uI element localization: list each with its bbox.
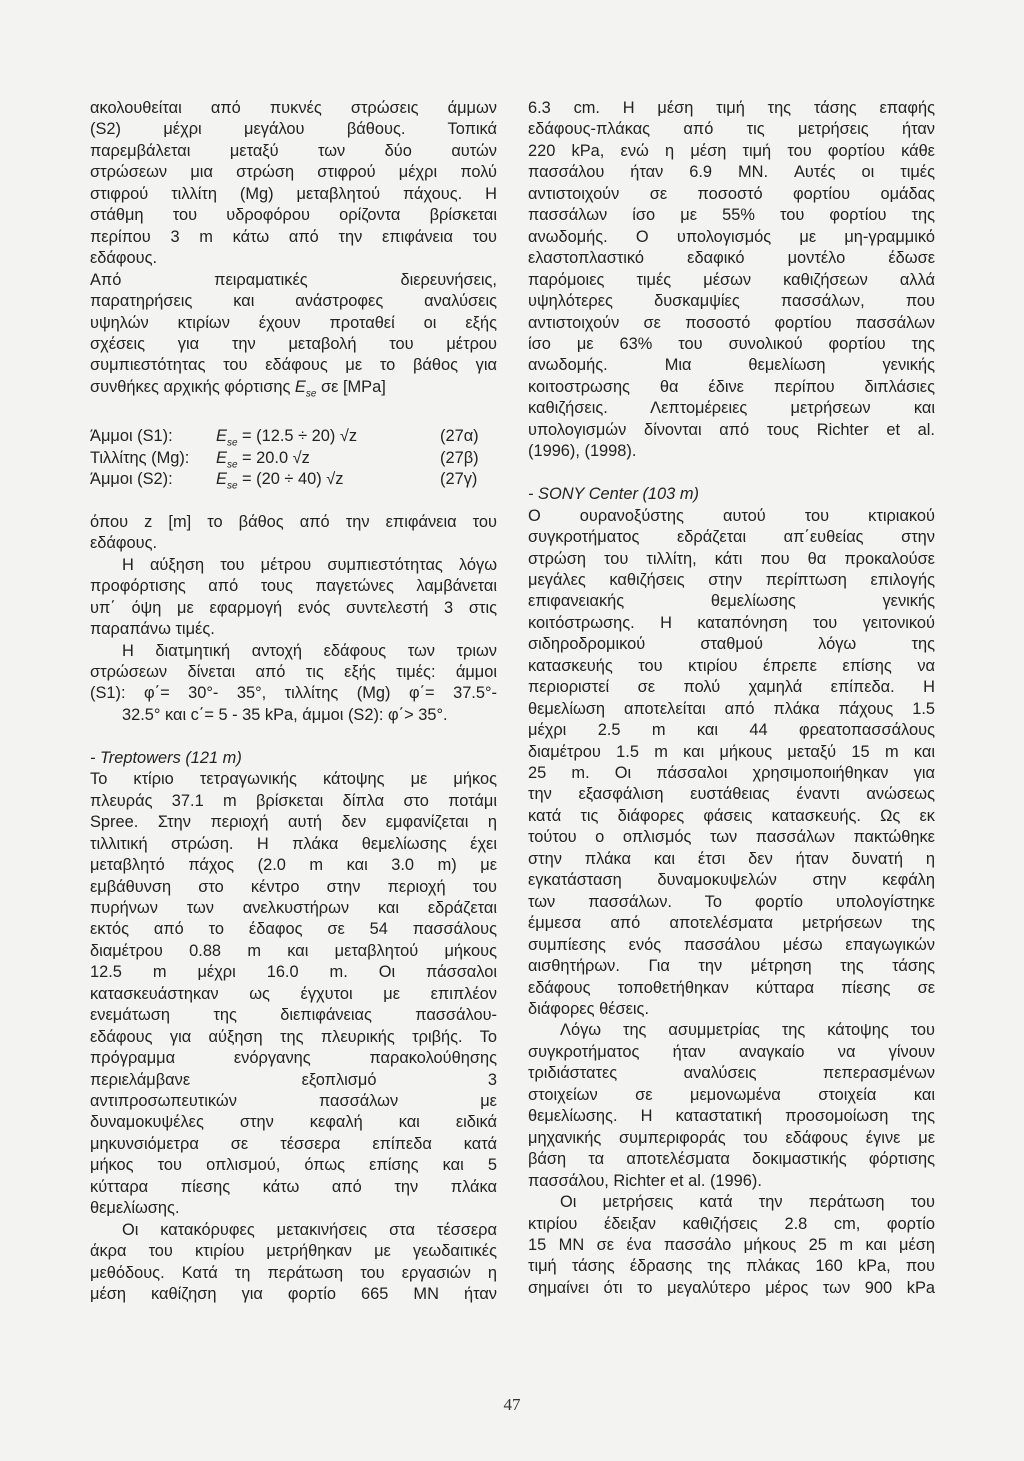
text-line: θεμελίωση αποτελείται από πλάκα πάχους 1.5 bbox=[528, 699, 935, 718]
text-line: εκτός από το έδαφος σε 54 πασσάλους bbox=[90, 920, 497, 939]
text-line: στρώσεων μια στρώση στιφρού μέχρι πολύ bbox=[90, 163, 497, 182]
text-line: Η αύξηση του μέτρου συμπιεστότητας λόγω bbox=[122, 555, 497, 574]
preloading-paragraph bbox=[90, 555, 497, 641]
text-line: Λόγω της ασυμμετρίας της κάτοψης του bbox=[560, 1021, 935, 1040]
text-line: υπολογισμών δίνονται από τους Richter et al. bbox=[528, 420, 935, 439]
measurements-paragraph bbox=[528, 1192, 935, 1299]
text-line: Οι κατακόρυφες μετακινήσεις στα τέσσερα bbox=[122, 1220, 497, 1239]
text-line: διαμέτρου 1.5 m και μήκους μεταξύ 15 m και bbox=[528, 742, 935, 761]
results-paragraph bbox=[528, 98, 935, 463]
text-line: κατασκευής του κτιρίου έπρεπε επίσης να bbox=[528, 656, 935, 675]
text-line: αντιστοιχούν σε ποσοστό φορτίου ομάδας bbox=[528, 184, 935, 203]
settlement-paragraph bbox=[90, 1220, 497, 1306]
formula-rhs: = (12.5 ÷ 20) √z bbox=[237, 427, 358, 446]
text-line: πασσάλου, Richter et al. (1996). bbox=[528, 1171, 762, 1190]
text-line: τούτου ο οπλισμός των πασσάλων πακτώθηκε bbox=[528, 828, 935, 847]
text-line: μεθόδους. Κατά τη περάτωση του εργασιών η bbox=[90, 1263, 497, 1282]
formula-rhs: = 20.0 √z bbox=[237, 448, 310, 467]
text-line: μέχρι 2.5 m και 44 φρεατοπασσάλους bbox=[528, 721, 935, 740]
text-line: στάθμη του υδροφόρου ορίζοντα βρίσκεται bbox=[90, 206, 497, 225]
text-line: ίσο με 63% του συνολικού φορτίου της bbox=[528, 334, 935, 353]
text-line: εδάφους-πλάκας από τις μετρήσεις ήταν bbox=[528, 120, 935, 139]
text-line: ανωδομής. Ο υπολογισμός με μη-γραμμικό bbox=[528, 227, 935, 246]
shear-strength-paragraph bbox=[90, 641, 497, 727]
text-line: περιελάμβανε εξοπλισμό 3 bbox=[90, 1070, 497, 1089]
text-line: Το κτίριο τετραγωνικής κάτοψης με μήκος bbox=[90, 770, 497, 789]
formula-block bbox=[90, 426, 497, 490]
text-line: 12.5 m μέχρι 16.0 m. Οι πάσσαλοι bbox=[90, 963, 497, 982]
text-line: τιλλιτική στρώση. Η πλάκα θεμελίωσης έχει bbox=[90, 834, 497, 853]
text-line: καθιζήσεις. Λεπτομέρειες μετρήσεων και bbox=[528, 399, 935, 418]
text-line: στρώσεων δίνεται από τις εξής τιμές: άμμοι bbox=[90, 662, 497, 681]
text-line: τριδιάστατες αναλύσεις πεπερασμένων bbox=[528, 1064, 935, 1083]
text-line: 220 kPa, ενώ η μέση τιμή του φορτίου κάθε bbox=[528, 141, 935, 160]
text-line: σημαίνει ότι το μεγαλύτερο μέρος των 900 kPa bbox=[528, 1278, 935, 1297]
text-line: διαμέτρου 0.88 m και μεταβλητού μήκους bbox=[90, 941, 497, 960]
text-line: παραπάνω τιμές. bbox=[90, 620, 215, 639]
text-line: συμπιεστότητας του εδάφους με το βάθος για bbox=[90, 356, 497, 375]
treptowers-section bbox=[90, 748, 497, 1220]
text-line: Ο ουρανοξύστης αυτού του κτιριακού bbox=[528, 506, 935, 525]
text-fragment: συνθήκες αρχικής φόρτισης bbox=[90, 377, 295, 396]
text-line: παρεμβάλεται μεταξύ των δύο αυτών bbox=[90, 141, 497, 160]
text-line: μηχανικής συμπεριφοράς του εδάφους έγινε με bbox=[528, 1128, 935, 1147]
formula-row bbox=[90, 426, 497, 447]
text-line: υψηλότερες δυσκαμψίες πασσάλων, που bbox=[528, 292, 935, 311]
text-line: 25 m. Οι πάσσαλοι χρησιμοποιήθηκαν για bbox=[528, 764, 935, 783]
text-line: συγκροτήματος ήταν αναγκαίο να γίνουν bbox=[528, 1042, 935, 1061]
text-line: εδάφους τοποθετήθηκαν κύτταρα πίεσης σε bbox=[528, 978, 935, 997]
variable-e: E bbox=[216, 427, 227, 446]
text-line: εδάφους. bbox=[90, 534, 158, 553]
text-line: εμβάθυνση στο κέντρο στην περιοχή του bbox=[90, 877, 497, 896]
text-line: αντιστοιχούν σε ποσοστό φορτίου πασσάλων bbox=[528, 313, 935, 332]
text-line: υψηλών κτιρίων έχουν προταθεί οι εξής bbox=[90, 313, 497, 332]
text-line: πασσάλων ίσο με 55% του φορτίου της bbox=[528, 206, 935, 225]
left-column bbox=[90, 98, 497, 1306]
text-line: μέση καθίζηση για φορτίο 665 MN ήταν bbox=[90, 1285, 497, 1304]
text-line: μηκυνσιόμετρα σε τέσσερα επίπεδα κατά bbox=[90, 1134, 497, 1153]
text-line: Η διατμητική αντοχή εδάφους των τριων bbox=[122, 641, 497, 660]
text-line: θεμελίωσης. Η καταστατική προσομοίωση της bbox=[528, 1107, 935, 1126]
text-line: σχέσεις για την μεταβολή του μέτρου bbox=[90, 334, 497, 353]
section-heading: - SONY Center (103 m) bbox=[528, 485, 699, 504]
text-line: πρόγραμμα ενόργανης παρακολούθησης bbox=[90, 1049, 497, 1068]
text-line: δυναμοκυψέλες στην κεφαλή και ειδικά bbox=[90, 1113, 497, 1132]
text-line: ακολουθείται από πυκνές στρώσεις άμμων bbox=[90, 99, 497, 117]
text-line: μήκος του οπλισμού, όπως επίσης και 5 bbox=[90, 1156, 497, 1175]
analysis-paragraph bbox=[528, 1020, 935, 1192]
text-line: διάφορες θέσεις. bbox=[528, 1000, 650, 1019]
variable-subscript: se bbox=[226, 458, 238, 470]
text-line: αισθητήρων. Για την μέτρηση της τάσης bbox=[528, 957, 935, 976]
equation-number: (27β) bbox=[440, 448, 479, 467]
variable-subscript: se bbox=[305, 388, 317, 400]
text-line: πυρήνων των ανελκυστήρων και εδράζεται bbox=[90, 898, 497, 917]
text-line: κοιτόστρωσης. Η καταπόνηση του γειτονικού bbox=[528, 613, 935, 632]
text-line: εδάφους για αύξηση της πλευρικής τριβής. Το bbox=[90, 1027, 497, 1046]
text-line: συμπίεσης ενός πασσάλου μέσω επαγωγικών bbox=[528, 935, 935, 954]
text-line: κατασκευάστηκαν ως έγχυτοι με επιπλέον bbox=[90, 984, 497, 1003]
variable-subscript: se bbox=[226, 480, 238, 492]
text-line: όπου z [m] το βάθος από την επιφάνεια του bbox=[90, 512, 497, 531]
text-line: θεμελίωσης. bbox=[90, 1199, 180, 1218]
page-number: 47 bbox=[503, 1395, 521, 1414]
text-fragment: σε [MPa] bbox=[316, 377, 386, 396]
text-line: κτιρίου έδειξαν καθιζήσεις 2.8 cm, φορτίο bbox=[528, 1214, 935, 1233]
text-line: (S2) μέχρι μεγάλου βάθους. Τοπικά bbox=[90, 120, 497, 139]
text-line: προφόρτισης από τους παγετώνες λαμβάνεται bbox=[90, 577, 497, 596]
text-line: συγκροτήματος εδράζεται απ΄ευθείας στην bbox=[528, 528, 935, 547]
text-line: πασσάλου ήταν 6.9 MN. Αυτές οι τιμές bbox=[528, 163, 935, 182]
text-line: στοιχείων σε μεμονωμένα στοιχεία και bbox=[528, 1085, 935, 1104]
text-line: περιοριστεί σε πολύ χαμηλά επίπεδα. Η bbox=[528, 678, 935, 697]
text-line: (S1): φ΄= 30°- 35°, τιλλίτης (Mg) φ΄= 37.5°- bbox=[90, 684, 497, 703]
formula-row bbox=[90, 469, 497, 490]
text-line: στρώση του τιλλίτη, κάτι που θα προκαλούσε bbox=[528, 549, 935, 568]
text-line: παρατηρήσεις και ανάστροφες αναλύσεις bbox=[90, 292, 497, 311]
text-line: μεταβλητό πάχος (2.0 m και 3.0 m) με bbox=[90, 856, 497, 875]
formula-rhs: = (20 ÷ 40) √z bbox=[237, 469, 344, 488]
relations-paragraph bbox=[90, 270, 497, 405]
text-line: τιμή τάσης έδρασης της πλάκας 160 kPa, που bbox=[528, 1257, 935, 1276]
equation-number: (27γ) bbox=[440, 469, 478, 488]
text-line: Spree. Στην περιοχή αυτή δεν εμφανίζεται η bbox=[90, 813, 497, 832]
text-line: των πασσάλων. Το φορτίο υπολογίστηκε bbox=[528, 892, 935, 911]
intro-paragraph bbox=[90, 98, 497, 270]
text-line: περίπου 3 m κάτω από την επιφάνεια του bbox=[90, 227, 497, 246]
right-column bbox=[528, 98, 935, 1299]
text-line: μεγάλες καθιζήσεις στην περίπτωση επιλογής bbox=[528, 570, 935, 589]
variable-e: E bbox=[216, 469, 227, 488]
text-line: κατά τις διάφορες φάσεις κατασκευής. Ως εκ bbox=[528, 806, 935, 825]
sony-section bbox=[528, 484, 935, 1020]
text-line: παρόμοιες τιμές μέσων καθιζήσεων αλλά bbox=[528, 270, 935, 289]
where-paragraph bbox=[90, 512, 497, 555]
text-line: 15 MN σε ένα πασσάλο μήκους 25 m και μέση bbox=[528, 1236, 935, 1254]
text-line: πλευράς 37.1 m βρίσκεται δίπλα στο ποτάμι bbox=[90, 791, 497, 810]
text-line: ενεμάτωση της διεπιφάνειας πασσάλου- bbox=[90, 1006, 497, 1025]
text-line: Από πειραματικές διερευνήσεις, bbox=[90, 270, 497, 289]
text-line: ανωδομής. Μια θεμελίωση γενικής bbox=[528, 356, 935, 375]
text-line: στην πλάκα και έτσι δεν ήταν δυνατή η bbox=[528, 849, 935, 868]
variable-e: E bbox=[294, 377, 306, 396]
formula-label: Άμμοι (S2): bbox=[90, 469, 173, 488]
text-line bbox=[90, 377, 497, 405]
formula-row bbox=[90, 448, 497, 469]
text-line: επιφανειακής θεμελίωσης γενικής bbox=[528, 592, 935, 611]
text-line: υπ΄ όψη με εφαρμογή ενός συντελεστή 3 στις bbox=[90, 598, 497, 617]
text-line: κοιτοστρωσης θα έδινε περίπου διπλάσιες bbox=[528, 377, 935, 396]
variable-e: E bbox=[216, 448, 227, 467]
text-line: (1996), (1998). bbox=[528, 442, 637, 461]
text-line: εδάφους. bbox=[90, 249, 158, 268]
text-line: 32.5° και c΄= 5 - 35 kPa, άμμοι (S2): φ΄> 35°. bbox=[122, 705, 448, 724]
text-line: σιδηροδρομικού σταθμού λόγω της bbox=[528, 635, 935, 654]
text-line: έμμεσα από αποτελέσματα μετρήσεων της bbox=[528, 914, 935, 933]
formula-expression bbox=[216, 469, 343, 497]
text-line: στιφρού τιλλίτη (Mg) μεταβλητού πάχους. Η bbox=[90, 184, 497, 203]
text-line: Οι μετρήσεις κατά την περάτωση του bbox=[560, 1193, 935, 1212]
variable-subscript: se bbox=[226, 437, 238, 449]
text-line: βάση τα αποτελέσματα δοκιμαστικής φόρτισης bbox=[528, 1150, 935, 1169]
formula-label: Άμμοι (S1): bbox=[90, 427, 173, 446]
section-heading: - Treptowers (121 m) bbox=[90, 748, 242, 767]
text-line: άκρα του κτιρίου μετρήθηκαν με γεωδαιτικές bbox=[90, 1242, 497, 1261]
text-line: κύτταρα πίεσης κάτω από την πλάκα bbox=[90, 1177, 497, 1196]
text-line: ελαστοπλαστικό εδαφικό μοντέλο έδωσε bbox=[528, 249, 935, 268]
text-line: αντιπροσωπευτικών πασσάλων με bbox=[90, 1092, 497, 1111]
text-line: 6.3 cm. Η μέση τιμή της τάσης επαφής bbox=[528, 99, 935, 117]
formula-label: Τιλλίτης (Mg): bbox=[90, 448, 190, 467]
text-line: εγκατάσταση δυναμοκυψελών στην κεφάλη bbox=[528, 871, 935, 890]
equation-number: (27α) bbox=[440, 427, 479, 446]
text-line: την εξασφάλιση ευστάθειας έναντι ανώσεως bbox=[528, 785, 935, 804]
